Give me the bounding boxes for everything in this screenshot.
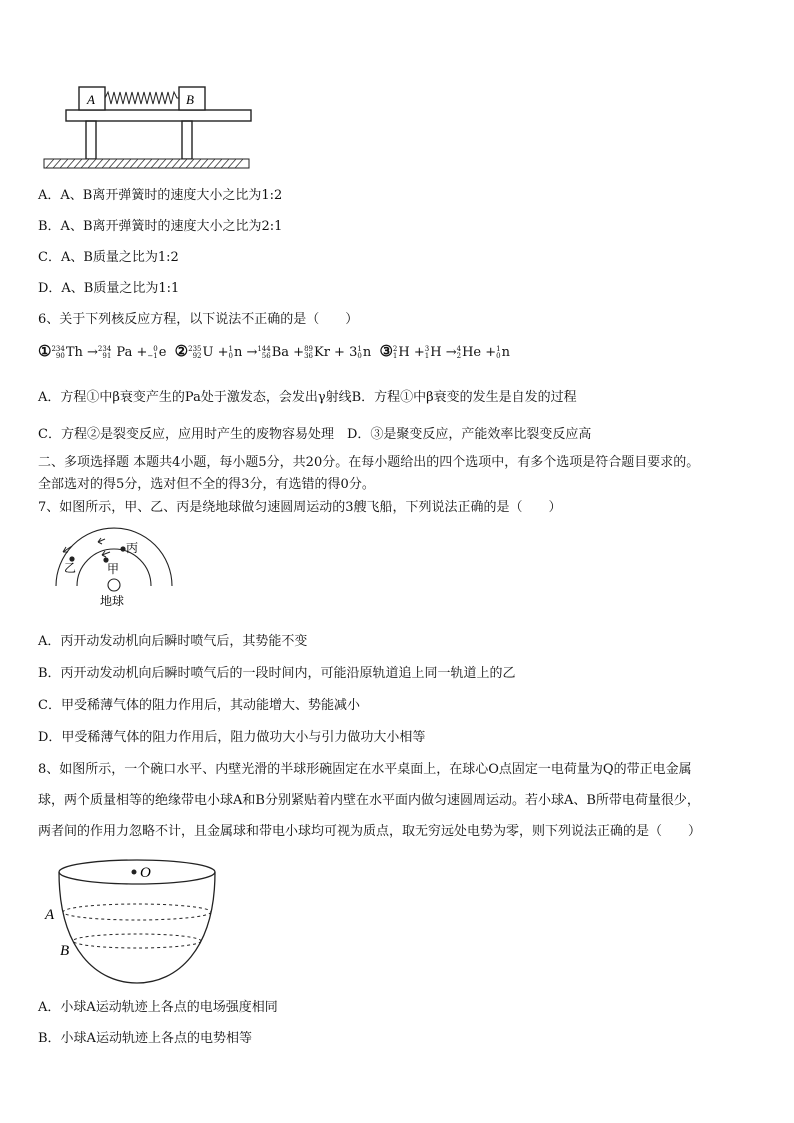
q8-line3: 两者间的作用力忽略不计，且金属球和带电小球均可视为质点，取无穷远处电势为零，则下列说法正确的是（ ） [38,824,702,839]
q6-option-cd: C．方程②是裂变反应，应用时产生的废物容易处理 D．③是聚变反应，产能效率比裂变反应高 [38,427,592,442]
eq2-marker: ② [174,342,189,360]
table [66,110,251,159]
q7-option-d: D．甲受稀薄气体的阻力作用后，阻力做功大小与引力做功大小相等 [38,730,426,745]
earth [108,579,120,591]
bowl-figure [42,855,222,990]
q5-option-d: D．A、B质量之比为1:1 [38,281,180,296]
label-b: B [186,92,194,107]
q7-option-a: A．丙开动发动机向后瞬时喷气后，其势能不变 [38,634,308,649]
section2-line1: 二、多项选择题 本题共4小题，每小题5分，共20分。在每小题给出的四个选项中，有多个选项是符合题目要求的。 [38,455,700,470]
orbit-b [73,934,201,948]
q6-equations: ① 234 90 Th → 234 91 Pa + 0 −1 e ② 235 92 U + 1 0 n → 144 56 Ba + 89 36 Kr + 3 1 0 n ③ 2 1 H + 3 1 H → 4 2 He + 1 0 n [38,342,510,360]
label-jia: 甲 [107,562,120,576]
q5-option-a: A．A、B离开弹簧时的速度大小之比为1:2 [38,188,283,203]
label-a: A [87,92,95,107]
q5-option-c: C．A、B质量之比为1:2 [38,250,179,265]
eq3-marker: ③ [379,342,393,360]
label-yi: 乙 [64,561,77,575]
q5-option-b: B．A、B离开弹簧时的速度大小之比为2:1 [38,219,283,234]
q6-option-ab: A．方程①中β衰变产生的Pa处于激发态，会发出γ射线B．方程①中β衰变的发生是自发的过程 [38,390,577,405]
label-o: O [140,865,151,881]
craft-bing [120,546,125,551]
label-b-bowl: B [60,943,70,959]
spring [105,92,179,104]
q7-stem: 7、如图所示，甲、乙、丙是绕地球做匀速圆周运动的3艘飞船，下列说法正确的是（ ） [38,500,562,515]
label-earth: 地球 [100,594,125,608]
label-a-bowl: A [45,907,55,923]
q6-stem: 6、关于下列核反应方程，以下说法不正确的是（ ） [38,312,359,327]
orbit-a [63,904,211,920]
orbit-figure [50,528,180,610]
section2-line2: 全部选对的得5分，选对但不全的得3分，有选错的得0分。 [38,477,375,492]
q7-option-b: B．丙开动发动机向后瞬时喷气后的一段时间内，可能沿原轨道追上同一轨道上的乙 [38,666,516,681]
eq1-marker: ① [38,342,52,360]
bowl-body [59,872,215,983]
q8-line2: 球，两个质量相等的绝缘带电小球A和B分别紧贴着内壁在水平面内做匀速圆周运动。若小球A、B所带电荷量很少， [38,793,700,808]
bowl-rim [59,860,215,884]
label-bing: 丙 [126,541,139,555]
q8-option-a: A．小球A运动轨迹上各点的电场强度相同 [38,1000,278,1015]
spring-block-figure [40,78,255,173]
q7-option-c: C．甲受稀薄气体的阻力作用后，其动能增大、势能减小 [38,698,360,713]
q8-option-b: B．小球A运动轨迹上各点的电势相等 [38,1031,252,1046]
q8-line1: 8、如图所示，一个碗口水平、内壁光滑的半球形碗固定在水平桌面上，在球心O点固定一电荷量为Q的带正电金属 [38,762,692,777]
center-o [132,870,137,875]
